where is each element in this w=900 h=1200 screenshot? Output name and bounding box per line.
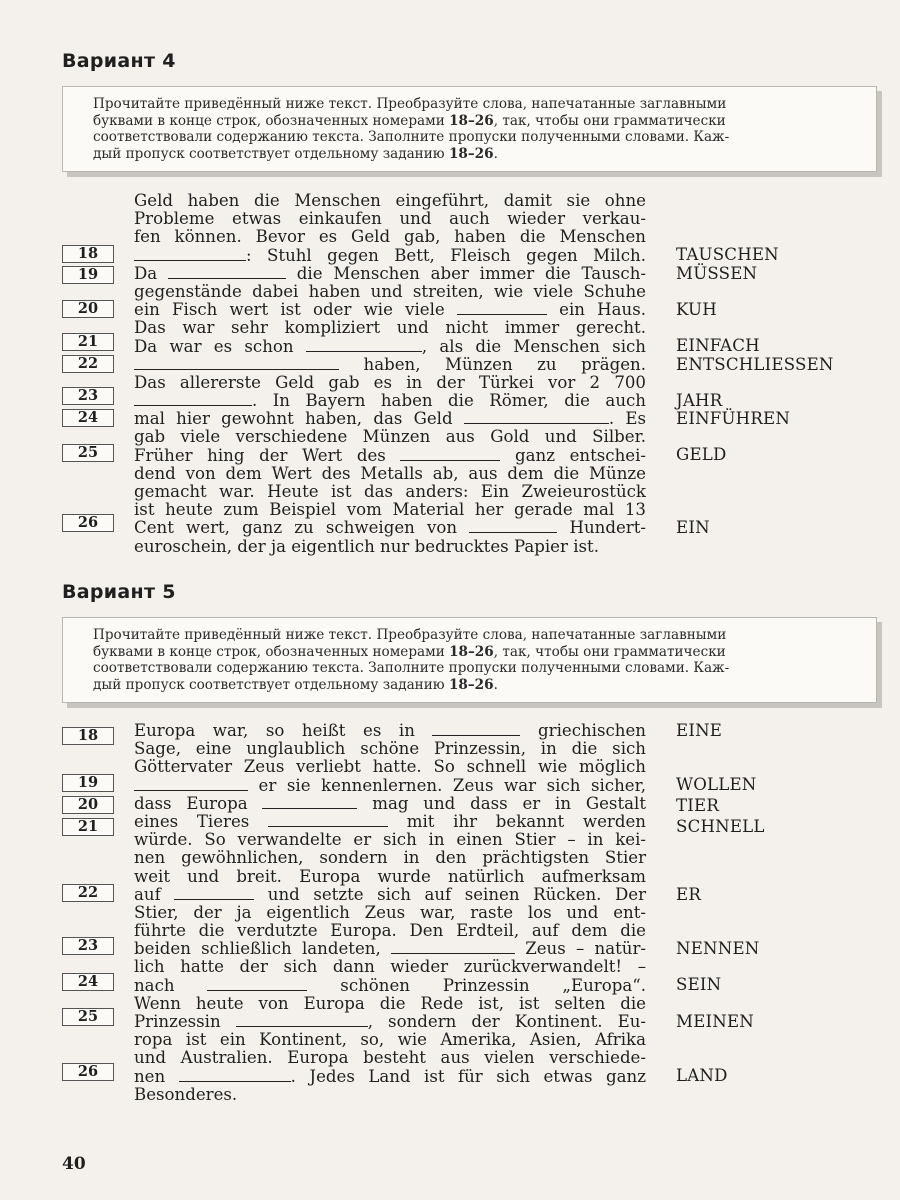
text-line: gab viele verschiedene Münzen aus Gold und Silber. (134, 427, 646, 447)
answer-gap-19[interactable] (168, 265, 286, 279)
keyword: SEIN (676, 975, 722, 994)
text-line: dass Europa mag und dass er in Gestalt (134, 793, 646, 813)
text-line: auf und setzte sich auf seinen Rücken. Der (134, 884, 646, 904)
text-line: Da die Menschen aber immer die Tausch- (134, 263, 646, 283)
answer-gap-24[interactable] (207, 977, 307, 991)
text-line: Früher hing der Wert des ganz entschei- (134, 445, 646, 465)
answer-gap-22[interactable] (134, 356, 339, 370)
text-line: Probleme etwas einkaufen und auch wieder verkau- (134, 209, 646, 229)
answer-gap-19[interactable] (134, 777, 248, 791)
answer-gap-24[interactable] (464, 410, 609, 424)
variant-5-instruction: Прочитайте приведённый ниже текст. Преобразуйте слова, напечатанные заглавными буквами в конце строк, обозначенных номерами 18–26, так, чтобы они грамматически соответствовали содержанию текста. Заполните пропуски полученными словами. Каж- дый пропуск соответствует отдельному заданию 18–26. (62, 617, 877, 703)
answer-gap-22[interactable] (174, 886, 254, 900)
task-number-box: 19 (62, 774, 114, 792)
answer-gap-25[interactable] (400, 447, 500, 461)
text-line: ein Fisch wert ist oder wie viele ein Haus. (134, 300, 646, 320)
task-number-box: 20 (62, 300, 114, 318)
keyword: LAND (676, 1066, 728, 1085)
keyword: MEINEN (676, 1012, 755, 1031)
text-line: Da war es schon , als die Menschen sich (134, 336, 646, 356)
task-number-box: 23 (62, 937, 114, 955)
task-number-box: 21 (62, 333, 114, 351)
answer-gap-25[interactable] (236, 1013, 368, 1027)
variant-5-title: Вариант 5 (62, 581, 176, 603)
answer-gap-18[interactable] (134, 247, 246, 261)
text-line: Das allererste Geld gab es in der Türkei vor 2 700 (134, 372, 646, 392)
text-line: fen können. Bevor es Geld gab, haben die Menschen (134, 227, 646, 247)
answer-gap-20[interactable] (262, 795, 357, 809)
task-number-box: 18 (62, 727, 114, 745)
text-line: gegenstände dabei haben und streiten, wie viele Schuhe (134, 281, 646, 301)
text-line: ist heute zum Beispiel vom Material her gerade mal 13 (134, 500, 646, 520)
page-number: 40 (62, 1154, 86, 1174)
text-line: führte die verdutzte Europa. Den Erdteil, auf dem die (134, 921, 646, 941)
text-line: ropa ist ein Kontinent, so, wie Amerika, Asien, Afrika (134, 1030, 646, 1050)
variant-5-text (134, 722, 646, 1104)
task-number-box: 25 (62, 444, 114, 462)
answer-gap-18[interactable] (432, 722, 520, 736)
keyword: WOLLEN (676, 775, 757, 794)
keyword: TIER (676, 796, 720, 815)
keyword: TAUSCHEN (676, 245, 779, 264)
text-line: er sie kennenlernen. Zeus war sich sicher, (134, 777, 646, 795)
task-number-box: 25 (62, 1008, 114, 1026)
text-line: Stier, der ja eigentlich Zeus war, raste los und ent- (134, 902, 646, 922)
keyword: GELD (676, 445, 727, 464)
text-line: und Australien. Europa besteht aus vielen verschiede- (134, 1048, 646, 1068)
keyword: MÜSSEN (676, 264, 758, 283)
text-line: dend von dem Wert des Metalls ab, aus dem die Münze (134, 463, 646, 483)
text-line: Prinzessin , sondern der Kontinent. Eu- (134, 1012, 646, 1031)
answer-gap-20[interactable] (457, 301, 547, 315)
text-line: : Stuhl gegen Bett, Fleisch gegen Milch. (134, 247, 646, 265)
text-line: Sage, eine unglaublich schöne Prinzessin, in die sich (134, 739, 646, 759)
text-line: weit und breit. Europa wurde natürlich aufmerksam (134, 866, 646, 886)
task-number-box: 21 (62, 818, 114, 836)
task-number-box: 18 (62, 245, 114, 263)
task-number-box: 23 (62, 387, 114, 405)
text-line: Cent wert, ganz zu schweigen von Hundert- (134, 518, 646, 538)
task-number-box: 26 (62, 514, 114, 532)
task-number-box: 26 (62, 1063, 114, 1081)
variant-4-title: Вариант 4 (62, 50, 176, 72)
text-line: mal hier gewohnt haben, das Geld . Es (134, 409, 646, 429)
text-line: nen gewöhnlichen, sondern in den prächtigsten Stier (134, 848, 646, 868)
answer-gap-21[interactable] (268, 813, 388, 827)
text-line: euroschein, der ja eigentlich nur bedrucktes Papier ist. (134, 536, 599, 556)
keyword: KUH (676, 300, 717, 319)
text-line: Europa war, so heißt es in griechischen (134, 721, 646, 740)
keyword: EINE (676, 721, 723, 740)
keyword: EINFÜHREN (676, 409, 791, 428)
text-line: würde. So verwandelte er sich in einen Stier – in kei- (134, 830, 646, 850)
text-line: . In Bayern haben die Römer, die auch (134, 392, 646, 410)
task-number-box: 19 (62, 266, 114, 284)
task-number-box: 22 (62, 355, 114, 373)
answer-gap-21[interactable] (306, 338, 422, 352)
text-line: lich hatte der sich dann wieder zurückverwandelt! – (134, 957, 646, 977)
text-line: haben, Münzen zu prägen. (134, 356, 646, 374)
text-line: Das war sehr kompliziert und nicht immer gerecht. (134, 318, 646, 338)
answer-gap-23[interactable] (391, 940, 515, 954)
answer-gap-26[interactable] (179, 1068, 291, 1082)
task-number-box: 20 (62, 796, 114, 814)
task-number-box: 24 (62, 973, 114, 991)
text-line: beiden schließlich landeten, Zeus – natür- (134, 939, 646, 959)
text-line: eines Tieres mit ihr bekannt werden (134, 811, 646, 831)
keyword: ER (676, 885, 702, 904)
text-line: nach schönen Prinzessin „Europa“. (134, 975, 646, 995)
text-line: Wenn heute von Europa die Rede ist, ist selten die (134, 993, 646, 1013)
text-line: nen . Jedes Land ist für sich etwas ganz (134, 1066, 646, 1086)
text-line: Besonderes. (134, 1084, 238, 1104)
task-number-box: 24 (62, 409, 114, 427)
answer-gap-23[interactable] (134, 392, 252, 406)
keyword: SCHNELL (676, 817, 765, 836)
text-line: Geld haben die Menschen eingeführt, damit sie ohne (134, 191, 646, 210)
task-number-box: 22 (62, 884, 114, 902)
keyword: EINFACH (676, 336, 760, 355)
keyword: EIN (676, 518, 710, 537)
keyword: ENTSCHLIESSEN (676, 355, 834, 374)
variant-4-instruction: Прочитайте приведённый ниже текст. Преобразуйте слова, напечатанные заглавными буквами в конце строк, обозначенных номерами 18–26, так, чтобы они грамматически соответствовали содержанию текста. Заполните пропуски полученными словами. Каж- дый пропуск соответствует отдельному заданию 18–26. (62, 86, 877, 172)
keyword: NENNEN (676, 939, 760, 958)
answer-gap-26[interactable] (469, 519, 557, 533)
variant-4-text (134, 192, 646, 556)
keyword: JAHR (676, 391, 723, 410)
text-line: Göttervater Zeus verliebt hatte. So schnell wie möglich (134, 757, 646, 777)
text-line: gemacht war. Heute ist das anders: Ein Zweieurostück (134, 482, 646, 501)
